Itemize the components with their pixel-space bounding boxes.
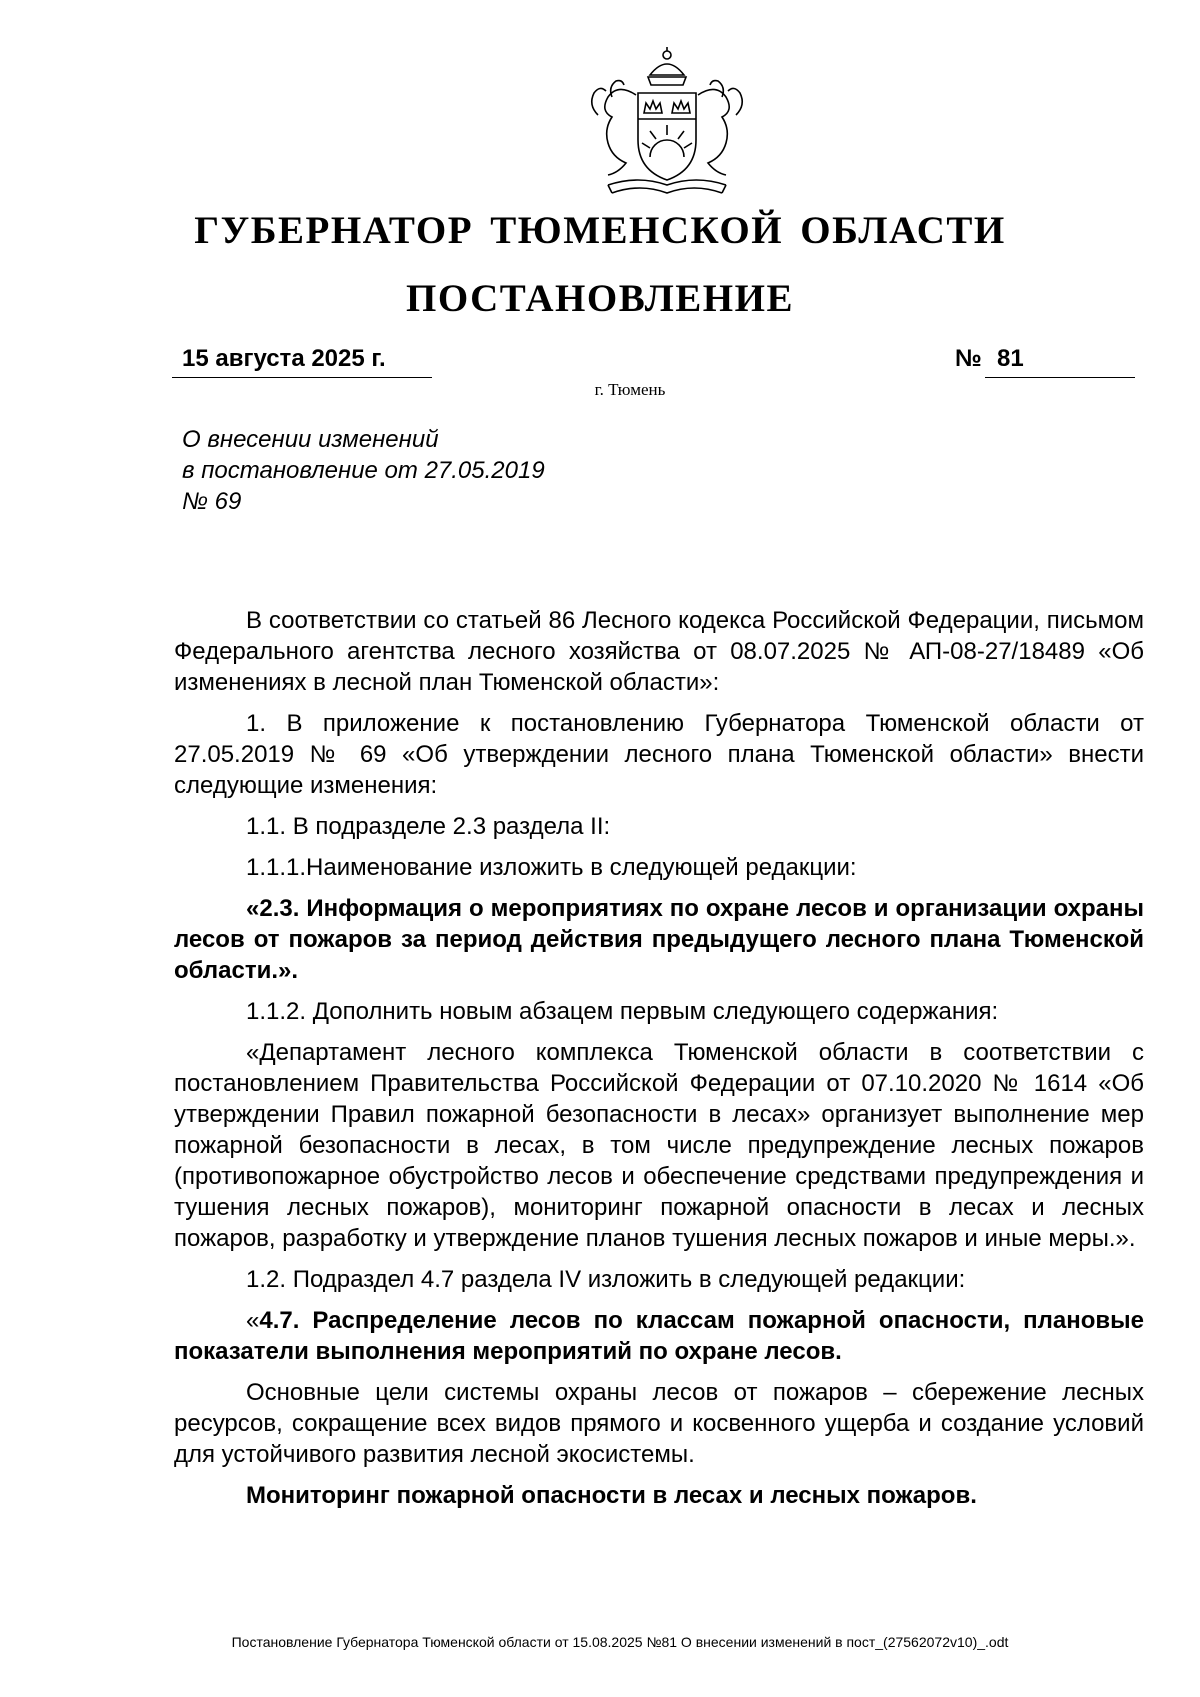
document-subject (182, 424, 545, 517)
subject-line: в постановление от 27.05.2019 (182, 457, 545, 484)
document-type-title: ПОСТАНОВЛЕНИЕ (405, 277, 794, 320)
heading-2-3: «2.3. Информация о мероприятиях по охране лесов и организации охраны лесов от пожаров за период действия предыдущего лесного плана Тюменской области.». (174, 895, 1144, 984)
subject-line: № 69 (182, 488, 242, 515)
heading-4-7 (174, 1305, 1144, 1367)
document-number: 81 (997, 345, 1024, 372)
tyumen-coat-of-arms-icon (578, 45, 756, 205)
preamble-paragraph: В соответствии со статьей 86 Лесного кодекса Российской Федерации, письмом Федерального агентства лесного хозяйства от 08.07.2025 № АП-08-27/18489 «Об изменениях в лесной план Тюменской области»: (174, 607, 1144, 696)
authority-title: ГУБЕРНАТОР ТЮМЕНСКОЙ ОБЛАСТИ (194, 209, 1006, 252)
paragraph-1-2: 1.2. Подраздел 4.7 раздела IV изложить в следующей редакции: (246, 1266, 966, 1293)
paragraph-1-1-1: 1.1.1.Наименование изложить в следующей редакции: (246, 854, 857, 881)
footer-filename: Постановление Губернатора Тюменской области от 15.08.2025 №81 О внесении изменений в пост_(27562072v10)_.odt (231, 1634, 1009, 1650)
city-label: г. Тюмень (594, 380, 666, 399)
paragraph-1-1: 1.1. В подразделе 2.3 раздела II: (246, 813, 611, 840)
heading-4-7-quote-mark: « (246, 1307, 260, 1334)
number-field (985, 345, 1135, 378)
heading-4-7-text: 4.7. Распределение лесов по классам пожарной опасности, плановые показатели выполнения мероприятий по охране лесов. (174, 1307, 1144, 1365)
monitoring-heading: Мониторинг пожарной опасности в лесах и лесных пожаров. (246, 1482, 977, 1509)
paragraph-1-1-2: 1.1.2. Дополнить новым абзацем первым следующего содержания: (246, 998, 999, 1025)
paragraph-1: 1. В приложение к постановлению Губернатора Тюменской области от 27.05.2019 № 69 «Об утверждении лесного плана Тюменской области» внести следующие изменения: (174, 710, 1144, 799)
date-field (172, 345, 432, 378)
number-label: № (955, 345, 982, 372)
quote-paragraph: «Департамент лесного комплекса Тюменской области в соответствии с постановлением Правительства Российской Федерации от 07.10.2020 № 1614 «Об утверждении Правил пожарной безопасности в лесах» организует выполнение мер пожарной безопасности в лесах, в том числе предупреждение лесных пожаров (противопожарное обустройство лесов и обеспечение средствами предупреждения и тушения лесных пожаров), мониторинг пожарной опасности в лесах и лесных пожаров, разработку и утверждение планов тушения лесных пожаров и иные меры.». (174, 1039, 1144, 1252)
goals-paragraph: Основные цели системы охраны лесов от пожаров – сбережение лесных ресурсов, сокращение всех видов прямого и косвенного ущерба и создание условий для устойчивого развития лесной экосистемы. (174, 1379, 1144, 1468)
subject-line: О внесении изменений (182, 426, 439, 453)
document-date: 15 августа 2025 г. (182, 345, 386, 372)
document-body (174, 605, 1144, 1521)
